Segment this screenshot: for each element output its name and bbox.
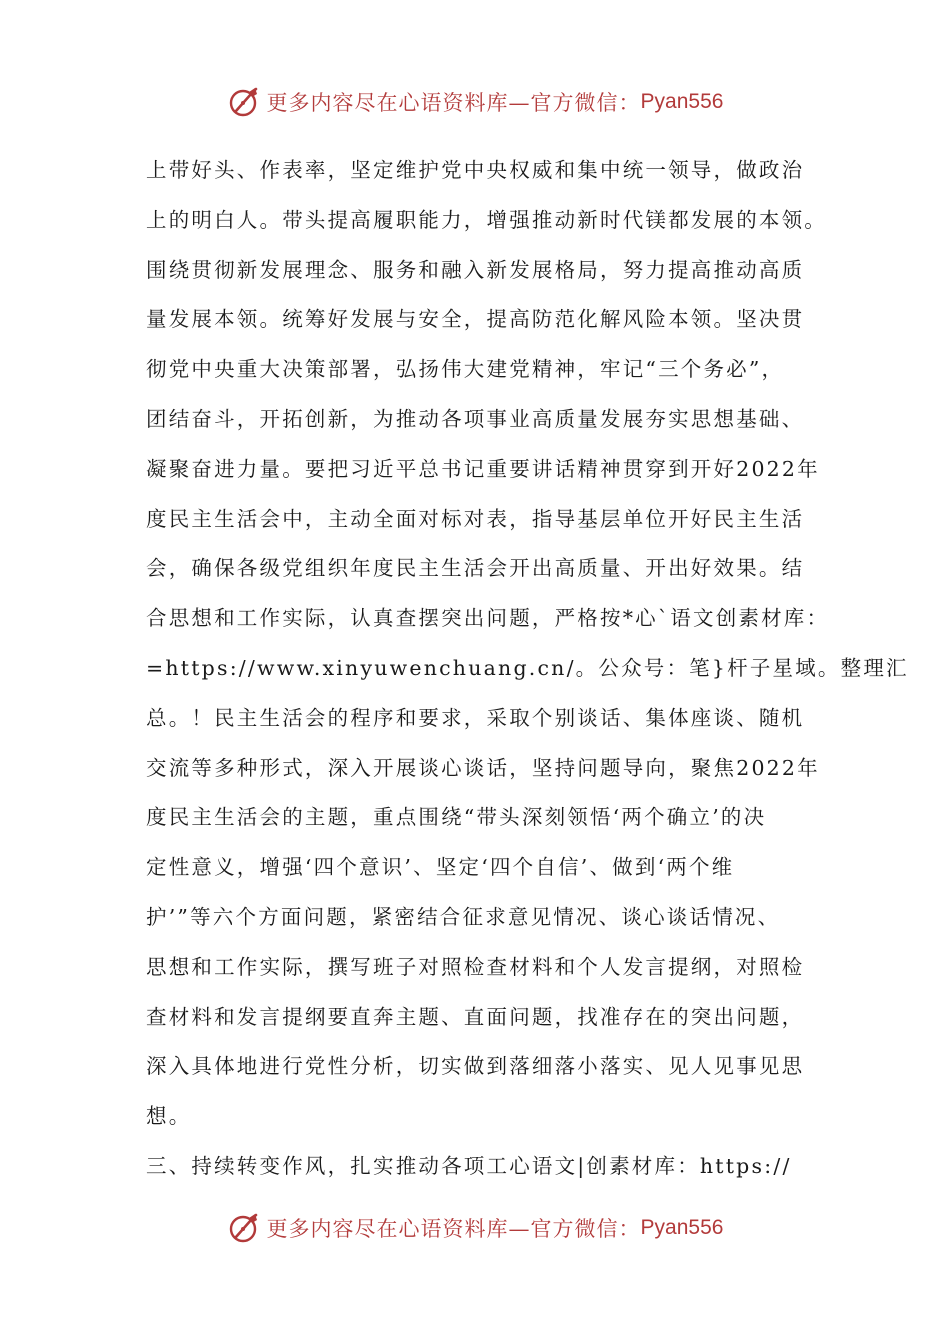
body-line: 查材料和发言提纲要直奔主题、直面问题，找准存在的突出问题， — [146, 1004, 805, 1029]
document-body — [146, 146, 909, 1192]
body-line: 交流等多种形式，深入开展谈心谈话，坚持问题导向，聚焦2022年 — [146, 755, 820, 780]
body-line: 总。！民主生活会的程序和要求，采取个别谈话、集体座谈、随机 — [146, 705, 805, 730]
header-banner — [0, 82, 950, 122]
pen-nib-logo-icon — [227, 1211, 261, 1245]
footer-banner-text: 更多内容尽在心语资料库—官方微信： — [266, 1217, 641, 1241]
body-line: 定性意义，增强‘四个意识’、坚定‘四个自信’、做到‘两个维 — [146, 855, 735, 880]
body-line: 护’”等六个方面问题，紧密结合征求意见情况、谈心谈话情况、 — [146, 904, 781, 929]
body-line: 度民主生活会中，主动全面对标对表，指导基层单位开好民主生活 — [146, 506, 805, 531]
body-line: 度民主生活会的主题，重点围绕“带头深刻领悟‘两个确立’的决 — [146, 805, 767, 830]
body-line: 会，确保各级党组织年度民主生活会开出高质量、开出好效果。结 — [146, 556, 805, 581]
body-line: 想。 — [146, 1104, 192, 1129]
footer-wechat-id: Pyan556 — [640, 1216, 724, 1239]
body-line: 上的明白人。带头提高履职能力，增强推动新时代镁都发展的本领。 — [146, 207, 827, 232]
pen-nib-logo-icon — [227, 85, 261, 119]
section-heading: 三、持续转变作风，扎实推动各项工心语文|创素材库：https:// — [146, 1153, 792, 1178]
body-line: =https://www.xinyuwenchuang.cn/。公众号：笔}杆子星域。整理汇 — [146, 655, 909, 680]
header-banner-text: 更多内容尽在心语资料库—官方微信： — [266, 91, 641, 115]
body-line: 凝聚奋进力量。要把习近平总书记重要讲话精神贯穿到开好2022年 — [146, 456, 820, 481]
header-wechat-id: Pyan556 — [640, 90, 724, 113]
body-line: 围绕贯彻新发展理念、服务和融入新发展格局，努力提高推动高质 — [146, 257, 805, 282]
body-line: 彻党中央重大决策部署，弘扬伟大建党精神，牢记“三个务必”， — [146, 357, 785, 382]
body-line: 团结奋斗，开拓创新，为推动各项事业高质量发展夯实思想基础、 — [146, 406, 805, 431]
footer-banner — [0, 1208, 950, 1248]
body-line: 量发展本领。统筹好发展与安全，提高防范化解风险本领。坚决贯 — [146, 307, 805, 332]
body-line: 上带好头、作表率，坚定维护党中央权威和集中统一领导，做政治 — [146, 158, 805, 182]
body-line: 思想和工作实际，撰写班子对照检查材料和个人发言提纲，对照检 — [146, 954, 805, 979]
body-line: 深入具体地进行党性分析，切实做到落细落小落实、见人见事见思 — [146, 1054, 805, 1079]
body-line: 合思想和工作实际，认真查摆突出问题，严格按*心`语文创素材库： — [146, 606, 830, 631]
